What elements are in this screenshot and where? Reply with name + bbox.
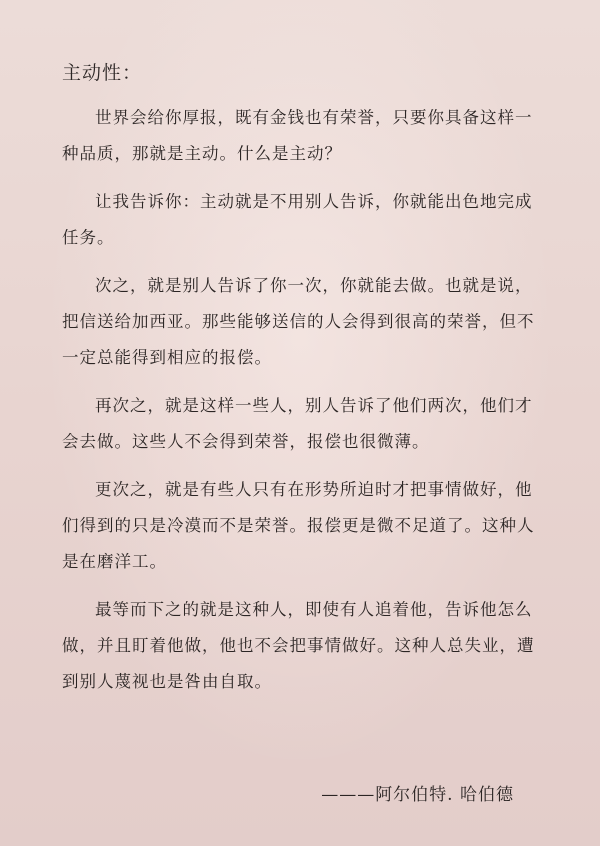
paragraph-1: 世界会给你厚报，既有金钱也有荣誉，只要你具备这样一种品质，那就是主动。什么是主动？ [62,108,533,163]
paragraph-2: 让我告诉你：主动就是不用别人告诉，你就能出色地完成任务。 [62,192,533,247]
paragraph-6: 最等而下之的就是这种人，即使有人追着他，告诉他怎么做，并且盯着他做，他也不会把事情做好。这种人总失业，遭到别人蔑视也是咎由自取。 [62,600,535,691]
paragraph-4: 再次之，就是这样一些人，别人告诉了他们两次，他们才会去做。这些人不会得到荣誉，报偿也很微薄。 [62,396,533,451]
paragraph-3: 次之，就是别人告诉了你一次，你就能去做。也就是说，把信送给加西亚。那些能够送信的人会得到很高的荣誉，但不一定总能得到相应的报偿。 [62,276,535,367]
author-signature: ———阿尔伯特. 哈伯德 [321,785,514,805]
paragraph-5: 更次之，就是有些人只有在形势所迫时才把事情做好，他们得到的只是冷漠而不是荣誉。报偿更是微不足道了。这种人是在磨洋工。 [62,480,535,571]
document-title: 主动性： [62,62,143,84]
